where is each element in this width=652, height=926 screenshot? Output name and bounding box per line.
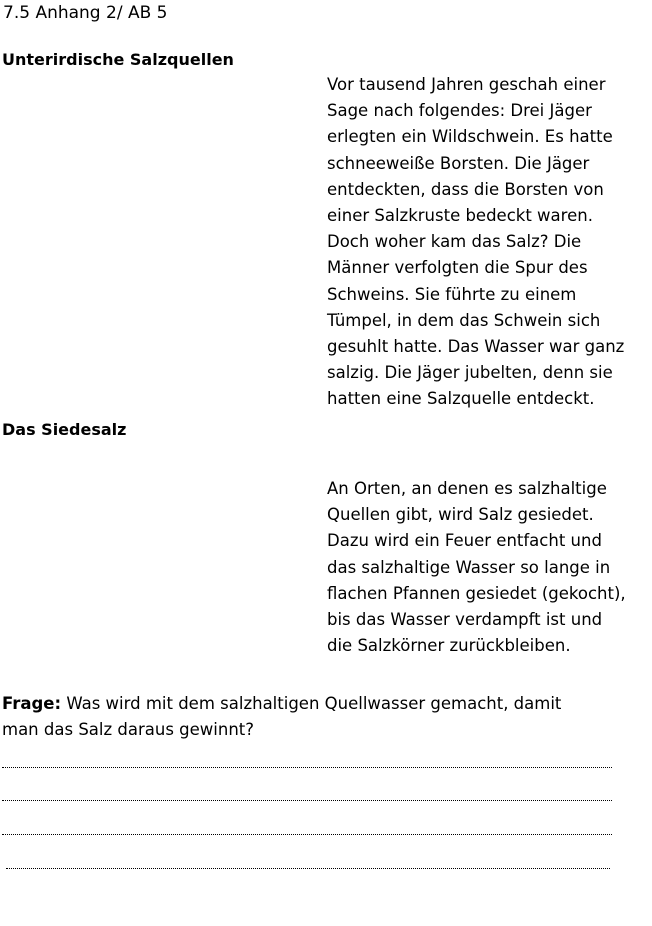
text-line: Quellen gibt, wird Salz gesiedet. (327, 505, 594, 525)
question-label: Frage: (2, 694, 62, 713)
section-title-salzquellen: Unterirdische Salzquellen (2, 50, 234, 69)
paragraph-salzquellen (327, 72, 652, 413)
question-line-1 (2, 691, 642, 717)
text-line: Tümpel, in dem das Schwein sich (327, 310, 601, 330)
question-text: Was wird mit dem salzhaltigen Quellwasser gemacht, damit (61, 694, 562, 713)
text-line: Sage nach folgendes: Drei Jäger (327, 101, 592, 121)
answer-line-3[interactable] (2, 834, 612, 835)
answer-line-4[interactable] (6, 868, 610, 869)
text-line: die Salzkörner zurückbleiben. (327, 636, 571, 656)
text-line: hatten eine Salzquelle entdeckt. (327, 389, 595, 409)
text-line: bis das Wasser verdampft ist und (327, 610, 603, 630)
text-line: An Orten, an denen es salzhaltige (327, 479, 607, 498)
text-line: gesuhlt hatte. Das Wasser war ganz (327, 337, 625, 357)
question-block (2, 691, 642, 743)
answer-line-1[interactable] (2, 767, 612, 768)
text-line: einer Salzkruste bedeckt waren. (327, 206, 593, 226)
text-line: flachen Pfannen gesiedet (gekocht), (327, 583, 626, 603)
text-line: Vor tausend Jahren geschah einer (327, 75, 606, 94)
worksheet-header: 7.5 Anhang 2/ AB 5 (3, 3, 168, 23)
text-line: erlegten ein Wildschwein. Es hatte (327, 127, 613, 147)
text-line: schneeweiße Borsten. Die Jäger (327, 153, 590, 173)
text-line: salzig. Die Jäger jubelten, denn sie (327, 363, 613, 383)
text-line: das salzhaltige Wasser so lange in (327, 557, 611, 577)
section-title-siedesalz: Das Siedesalz (2, 420, 127, 439)
answer-line-2[interactable] (2, 800, 612, 801)
text-line: Schweins. Sie führte zu einem (327, 284, 577, 304)
text-line: Männer verfolgten die Spur des (327, 258, 588, 278)
question-line-2: man das Salz daraus gewinnt? (2, 720, 255, 739)
text-line: Dazu wird ein Feuer entfacht und (327, 531, 602, 551)
text-line: entdeckten, dass die Borsten von (327, 179, 604, 199)
paragraph-siedesalz (327, 476, 652, 659)
text-line: Doch woher kam das Salz? Die (327, 232, 582, 252)
